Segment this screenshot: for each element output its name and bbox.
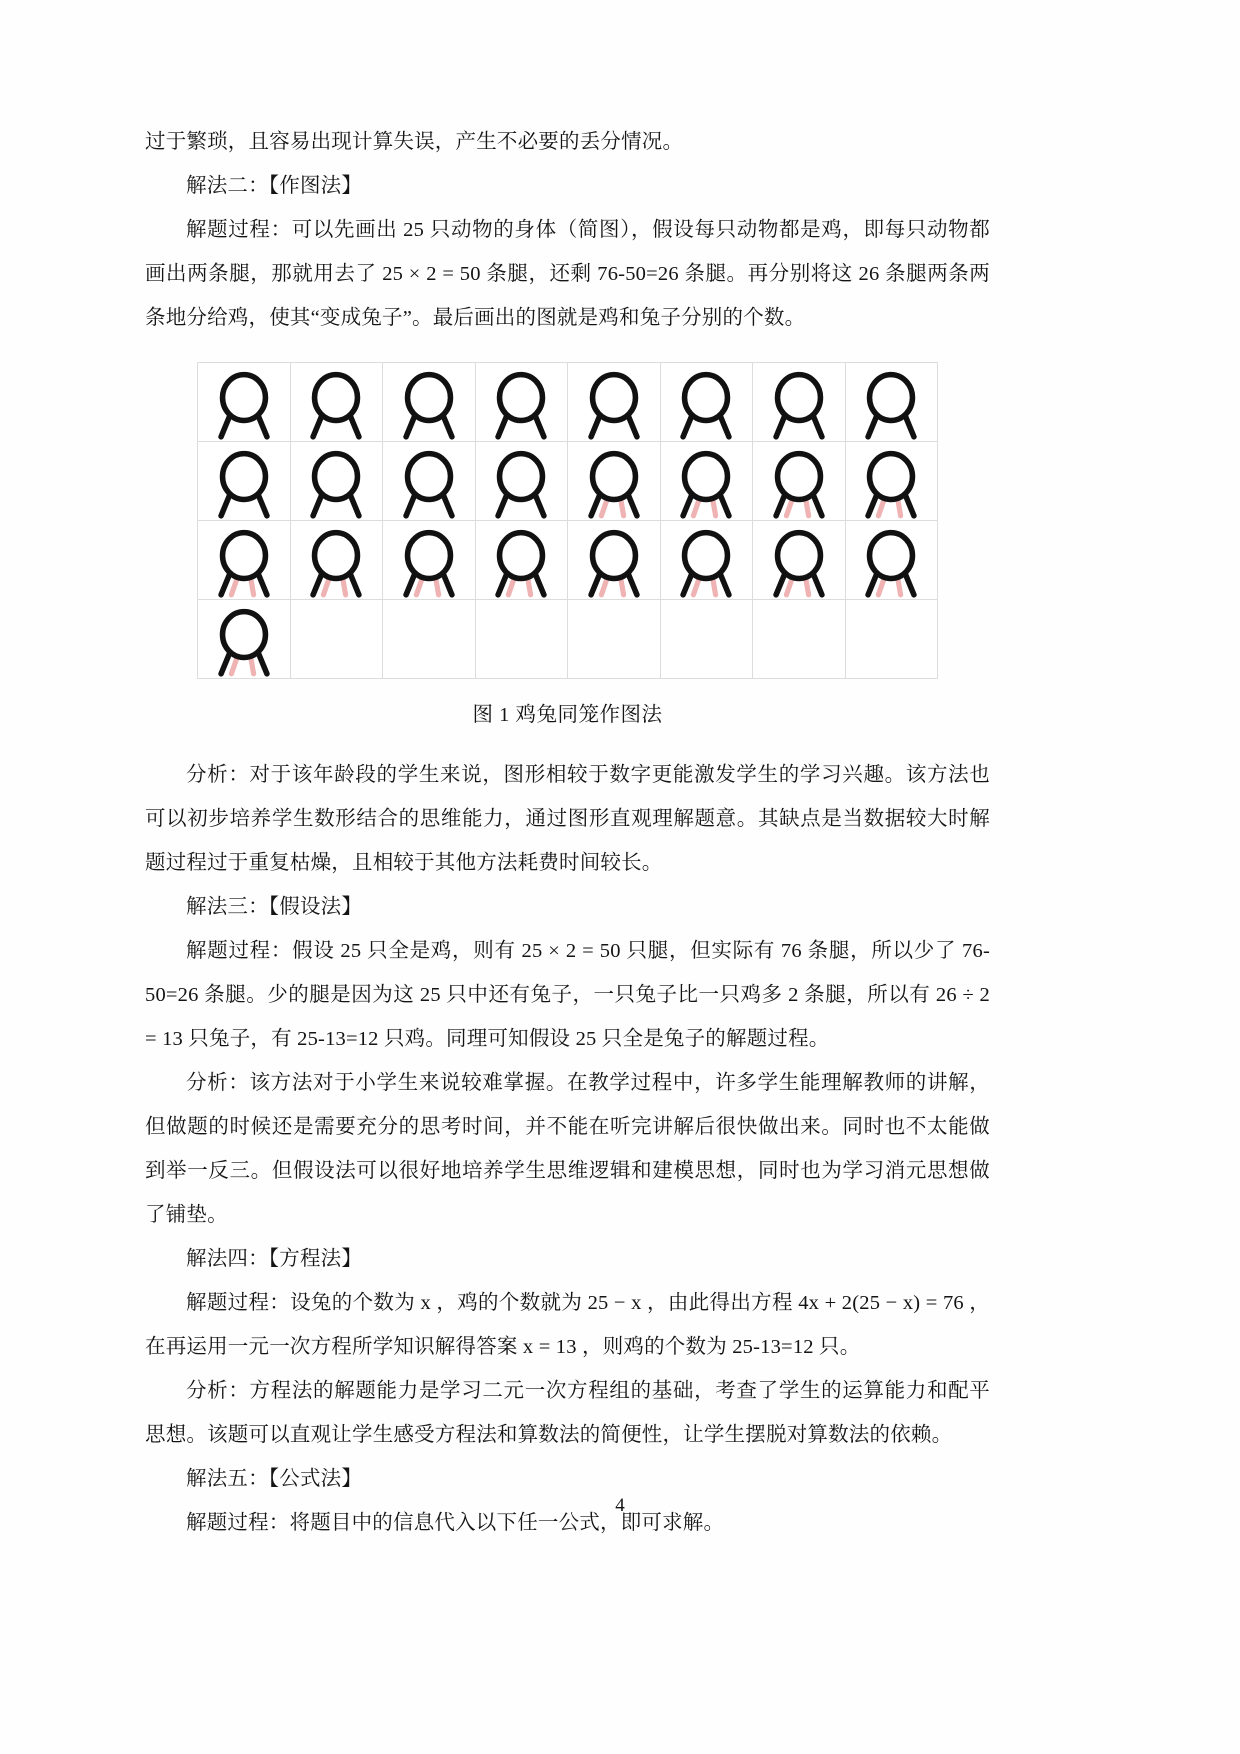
- animal-chicken: [568, 363, 661, 442]
- animal-cell-empty: [753, 600, 846, 679]
- animal-rabbit: [198, 521, 291, 600]
- animal-chicken: [291, 442, 384, 521]
- heading-method-four: 解法四：【方程法】: [186, 1248, 363, 1270]
- animal-rabbit: [753, 521, 846, 600]
- animal-figure-icon: [762, 366, 836, 440]
- animal-rabbit: [661, 521, 754, 600]
- animal-chicken: [383, 363, 476, 442]
- animal-rabbit: [198, 600, 291, 679]
- paragraph-method-two-process: 解题过程：可以先画出 25 只动物的身体（简图），假设每只动物都是鸡，即每只动物都画出两条腿，那就用去了 25 × 2 = 50 条腿，还剩 76-50=26 条腿。再分别将这 26 条腿两条两条地分给鸡，使其“变成兔子”。最后画出的图就是鸡和兔子分别的个数。: [145, 219, 990, 329]
- animal-rabbit: [661, 442, 754, 521]
- animal-cell-empty: [661, 600, 754, 679]
- animal-chicken: [383, 442, 476, 521]
- paragraph-method-five-process: 解题过程：将题目中的信息代入以下任一公式，即可求解。: [186, 1512, 725, 1534]
- animal-grid: [197, 362, 938, 679]
- animal-cell-empty: [291, 600, 384, 679]
- animal-figure-icon: [854, 445, 928, 519]
- page-number: 4: [615, 1495, 625, 1516]
- animal-figure-icon: [207, 603, 281, 677]
- animal-cell-empty: [383, 600, 476, 679]
- animal-figure-icon: [207, 366, 281, 440]
- paragraph-intro-tail: 过于繁琐，且容易出现计算失误，产生不必要的丢分情况。: [145, 131, 684, 153]
- animal-rabbit: [291, 521, 384, 600]
- animal-rabbit: [846, 521, 939, 600]
- animal-chicken: [291, 363, 384, 442]
- animal-figure-icon: [762, 445, 836, 519]
- animal-figure-icon: [207, 524, 281, 598]
- animal-figure-icon: [392, 524, 466, 598]
- animal-figure-icon: [669, 445, 743, 519]
- animal-figure-icon: [854, 366, 928, 440]
- figure-caption: 图 1 鸡兔同笼作图法: [472, 704, 663, 726]
- animal-rabbit: [846, 442, 939, 521]
- animal-cell-empty: [568, 600, 661, 679]
- animal-figure-icon: [299, 524, 373, 598]
- animal-figure-icon: [577, 366, 651, 440]
- animal-chicken: [198, 363, 291, 442]
- paragraph-method-three-process: 解题过程：假设 25 只全是鸡，则有 25 × 2 = 50 只腿，但实际有 76 条腿，所以少了 76-50=26 条腿。少的腿是因为这 25 只中还有兔子，一只兔子比一只鸡多 2 条腿，所以有 26 ÷ 2 = 13 只兔子，有 25-13=12 只鸡。同理可知假设 25 只全是兔子的解题过程。: [145, 940, 990, 1050]
- animal-figure-icon: [392, 445, 466, 519]
- animal-figure-icon: [669, 366, 743, 440]
- animal-chicken: [476, 442, 569, 521]
- animal-figure-icon: [577, 445, 651, 519]
- animal-figure-icon: [669, 524, 743, 598]
- heading-method-two: 解法二：【作图法】: [186, 175, 363, 197]
- paragraph-method-four-process: 解题过程：设兔的个数为 x ，鸡的个数就为 25 − x ，由此得出方程 4x + 2(25 − x) = 76 ，在再运用一元一次方程所学知识解得答案 x = 13 ，则鸡的个数为 25-13=12 只。: [145, 1292, 990, 1358]
- animal-rabbit: [383, 521, 476, 600]
- animal-chicken: [476, 363, 569, 442]
- heading-method-five: 解法五：【公式法】: [186, 1468, 363, 1490]
- animal-figure-icon: [577, 524, 651, 598]
- animal-rabbit: [753, 442, 846, 521]
- animal-figure-icon: [299, 445, 373, 519]
- paragraph-method-four-analysis: 分析：方程法的解题能力是学习二元一次方程组的基础，考查了学生的运算能力和配平思想。该题可以直观让学生感受方程法和算数法的简便性，让学生摆脱对算数法的依赖。: [145, 1380, 990, 1446]
- figure-spacer: [145, 727, 990, 753]
- animal-chicken: [753, 363, 846, 442]
- figure-chicken-rabbit: [145, 362, 990, 679]
- animal-chicken: [661, 363, 754, 442]
- animal-figure-icon: [207, 445, 281, 519]
- animal-rabbit: [476, 521, 569, 600]
- animal-figure-icon: [484, 366, 558, 440]
- animal-figure-icon: [484, 445, 558, 519]
- animal-figure-icon: [854, 524, 928, 598]
- animal-rabbit: [568, 521, 661, 600]
- animal-figure-icon: [392, 366, 466, 440]
- animal-figure-icon: [484, 524, 558, 598]
- paragraph-method-two-analysis: 分析：对于该年龄段的学生来说，图形相较于数字更能激发学生的学习兴趣。该方法也可以初步培养学生数形结合的思维能力，通过图形直观理解题意。其缺点是当数据较大时解题过程过于重复枯燥，且相较于其他方法耗费时间较长。: [145, 764, 990, 874]
- animal-figure-icon: [299, 366, 373, 440]
- animal-rabbit: [568, 442, 661, 521]
- animal-cell-empty: [846, 600, 939, 679]
- animal-cell-empty: [476, 600, 569, 679]
- animal-chicken: [846, 363, 939, 442]
- animal-chicken: [198, 442, 291, 521]
- heading-method-three: 解法三：【假设法】: [186, 896, 363, 918]
- animal-figure-icon: [762, 524, 836, 598]
- page-content: [145, 120, 990, 1545]
- paragraph-method-three-analysis: 分析：该方法对于小学生来说较难掌握。在教学过程中，许多学生能理解教师的讲解，但做题的时候还是需要充分的思考时间，并不能在听完讲解后很快做出来。同时也不太能做到举一反三。但假设法可以很好地培养学生思维逻辑和建模思想，同时也为学习消元思想做了铺垫。: [145, 1072, 990, 1226]
